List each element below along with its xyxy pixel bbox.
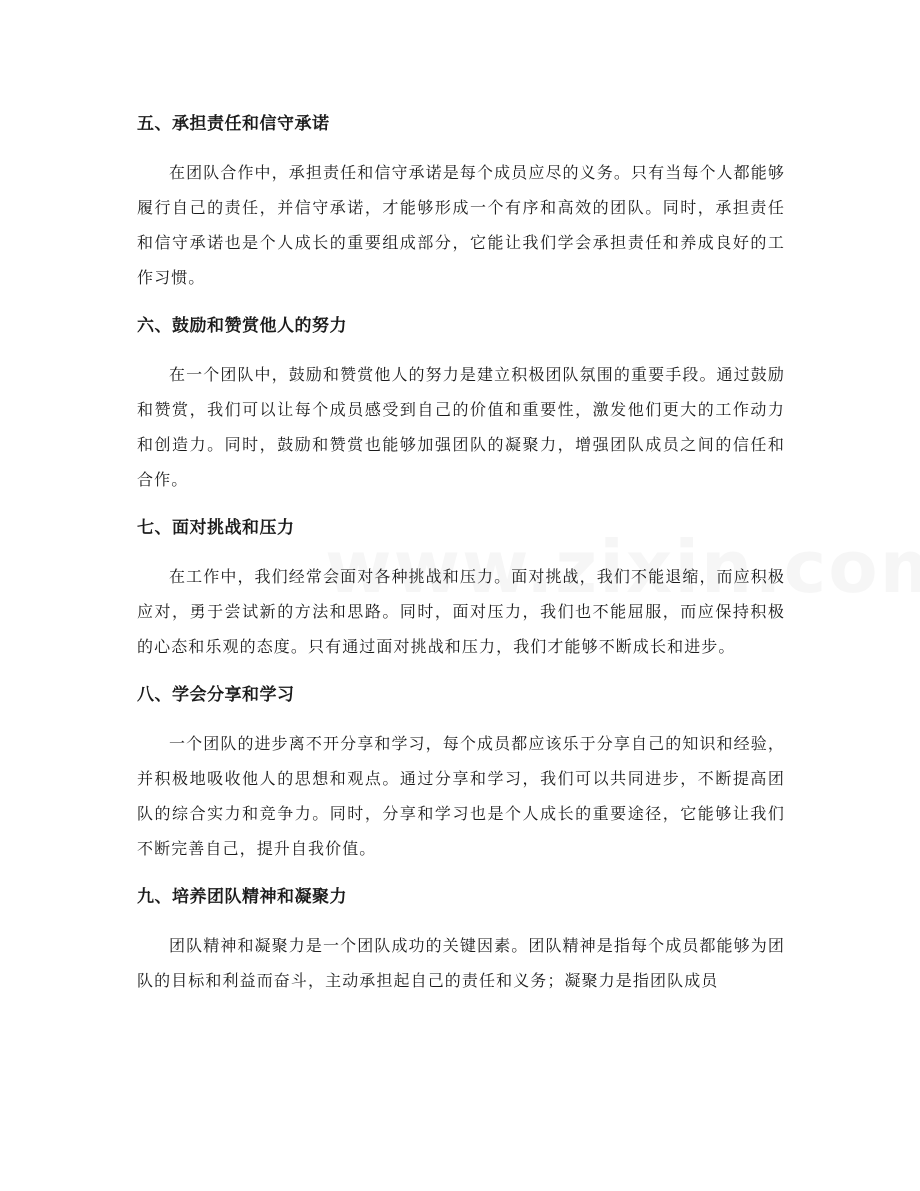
section-heading: 六、鼓励和赞赏他人的努力 <box>137 316 347 336</box>
section-paragraph: 在一个团队中，鼓励和赞赏他人的努力是建立积极团队氛围的重要手段。通过鼓励和赞赏，我们可以让每个成员感受到自己的价值和重要性，激发他们更大的工作动力和创造力。同时，鼓励和赞赏也能够加强团队的凝聚力，增强团队成员之间的信任和合作。 <box>137 365 785 489</box>
section-paragraph: 在工作中，我们经常会面对各种挑战和压力。面对挑战，我们不能退缩，而应积极应对，勇于尝试新的方法和思路。同时，面对压力，我们也不能屈服，而应保持积极的心态和乐观的态度。只有通过面对挑战和压力，我们才能够不断成长和进步。 <box>137 567 785 656</box>
section-paragraph: 团队精神和凝聚力是一个团队成功的关键因素。团队精神是指每个成员都能够为团队的目标和利益而奋斗，主动承担起自己的责任和义务；凝聚力是指团队成员 <box>137 936 785 990</box>
section-8 <box>137 679 785 866</box>
document-content <box>137 108 785 1013</box>
section-heading: 九、培养团队精神和凝聚力 <box>137 887 347 907</box>
section-heading: 七、面对挑战和压力 <box>137 518 295 538</box>
section-paragraph: 在团队合作中，承担责任和信守承诺是每个成员应尽的义务。只有当每个人都能够履行自己的责任，并信守承诺，才能够形成一个有序和高效的团队。同时，承担责任和信守承诺也是个人成长的重要组成部分，它能让我们学会承担责任和养成良好的工作习惯。 <box>137 163 785 287</box>
section-9 <box>137 881 785 998</box>
section-paragraph: 一个团队的进步离不开分享和学习，每个成员都应该乐于分享自己的知识和经验，并积极地吸收他人的思想和观点。通过分享和学习，我们可以共同进步，不断提高团队的综合实力和竞争力。同时，分享和学习也是个人成长的重要途径，它能够让我们不断完善自己，提升自我价值。 <box>137 734 785 858</box>
section-7 <box>137 512 785 664</box>
section-heading: 八、学会分享和学习 <box>137 685 295 705</box>
section-6 <box>137 310 785 497</box>
section-5 <box>137 108 785 295</box>
section-heading: 五、承担责任和信守承诺 <box>137 114 330 134</box>
